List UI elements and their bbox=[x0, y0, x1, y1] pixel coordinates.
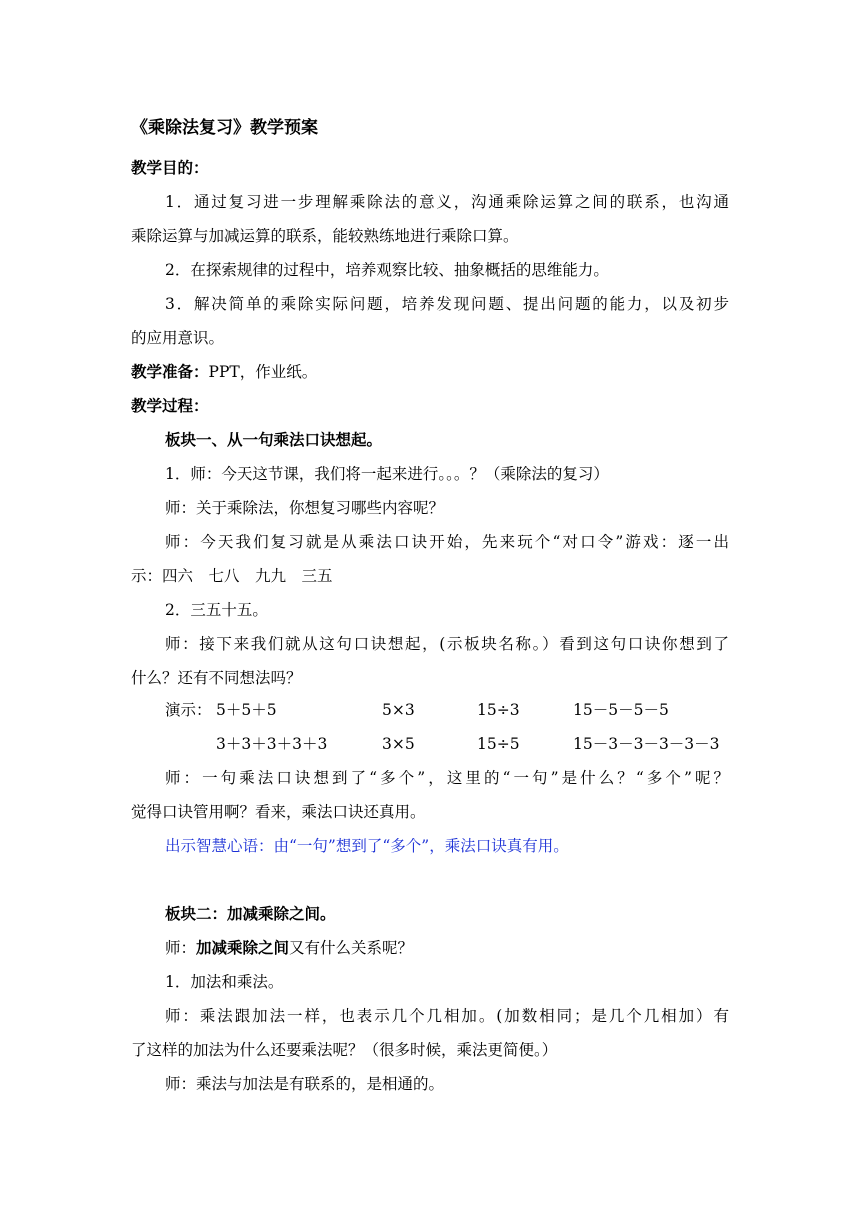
paragraph-3-line-1: 师：今天我们复习就是从乘法口诀开始，先来玩个“对口令”游戏：逐一出 bbox=[165, 533, 729, 551]
demo-row-2-quotient: 15÷5 bbox=[477, 735, 520, 753]
page-title: 《乘除法复习》教学预案 bbox=[131, 118, 318, 138]
demo-row-2-product: 3×5 bbox=[382, 735, 415, 753]
process-heading: 教学过程： bbox=[131, 396, 209, 415]
paragraph-6-line-1: 师：一句乘法口诀想到了“多个”，这里的“一句”是什么？“多个”呢？ bbox=[165, 769, 729, 787]
goal-3-line-2: 的应用意识。 bbox=[131, 329, 225, 347]
paragraph-7-prefix: 师： bbox=[165, 939, 197, 957]
paragraph-8: 1．加法和乘法。 bbox=[165, 973, 284, 991]
paragraph-7 bbox=[165, 938, 413, 958]
goal-2: 2．在探索规律的过程中，培养观察比较、抽象概括的思维能力。 bbox=[165, 261, 609, 279]
demo-label: 演示： bbox=[165, 701, 212, 719]
goal-3-line-1: 3．解决简单的乘除实际问题，培养发现问题、提出问题的能力，以及初步 bbox=[165, 295, 729, 313]
prep-text: PPT，作业纸。 bbox=[208, 363, 318, 381]
paragraph-3-line-2: 示：四六 七八 九九 三五 bbox=[131, 567, 333, 585]
paragraph-10: 师：乘法与加法是有联系的，是相通的。 bbox=[165, 1075, 445, 1093]
prep-line bbox=[131, 362, 317, 382]
demo-row-1-sum: 5＋5＋5 bbox=[216, 701, 277, 719]
paragraph-4: 2．三五十五。 bbox=[165, 601, 268, 619]
paragraph-7-suffix: 又有什么关系呢？ bbox=[289, 939, 414, 957]
block-2-title: 板块二：加减乘除之间。 bbox=[165, 904, 336, 923]
paragraph-5-line-1: 师：接下来我们就从这句口诀想起，(示板块名称。）看到这句口诀你想到了 bbox=[165, 635, 729, 653]
paragraph-5-line-2: 什么？还有不同想法吗？ bbox=[131, 669, 302, 687]
demo-row-1-difference: 15－5－5－5 bbox=[573, 701, 669, 719]
paragraph-2: 师：关于乘除法，你想复习哪些内容呢？ bbox=[165, 499, 445, 517]
goal-1-line-2: 乘除运算与加减运算的联系，能较熟练地进行乘除口算。 bbox=[131, 227, 519, 245]
goals-heading: 教学目的： bbox=[131, 158, 209, 177]
paragraph-9-line-1: 师：乘法跟加法一样，也表示几个几相加。(加数相同；是几个几相加）有 bbox=[165, 1007, 729, 1025]
demo-row-1-product: 5×3 bbox=[382, 701, 415, 719]
goal-1-line-1: 1．通过复习进一步理解乘除法的意义，沟通乘除运算之间的联系，也沟通 bbox=[165, 193, 729, 211]
demo-row-2-difference: 15－3－3－3－3－3 bbox=[573, 735, 720, 753]
paragraph-1: 1．师：今天这节课，我们将一起来进行。。。？（乘除法的复习） bbox=[165, 465, 609, 483]
paragraph-7-emphasis: 加减乘除之间 bbox=[196, 938, 290, 957]
wisdom-quote: 出示智慧心语：由“一句”想到了“多个”，乘法口诀真有用。 bbox=[165, 837, 569, 855]
prep-label: 教学准备： bbox=[131, 362, 209, 381]
block-1-title: 板块一、从一句乘法口诀想起。 bbox=[165, 430, 383, 449]
paragraph-9-line-2: 了这样的加法为什么还要乘法呢？（很多时候，乘法更简便。） bbox=[131, 1041, 558, 1059]
demo-row-2-sum: 3＋3＋3＋3＋3 bbox=[216, 735, 328, 753]
paragraph-6-line-2: 觉得口诀管用啊？看来，乘法口诀还真用。 bbox=[131, 803, 426, 821]
demo-row-1-quotient: 15÷3 bbox=[477, 701, 520, 719]
